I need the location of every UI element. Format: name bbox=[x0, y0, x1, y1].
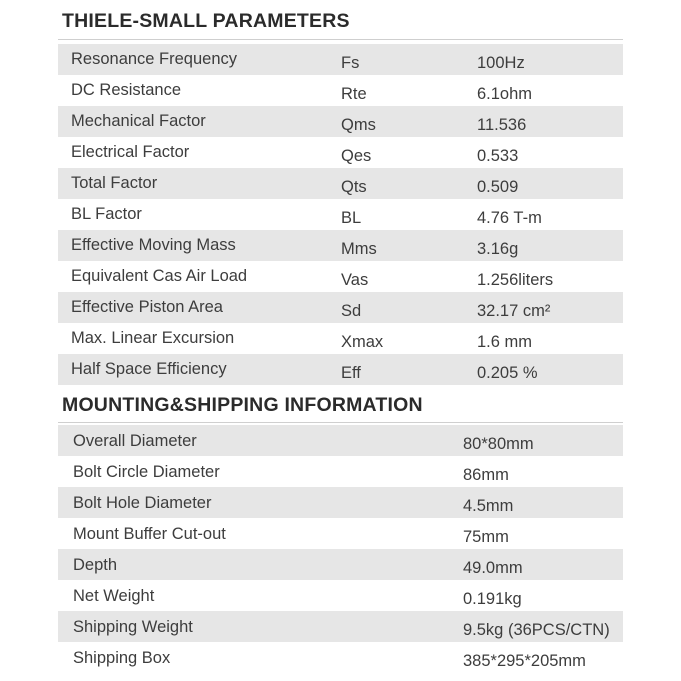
param-value: 6.1ohm bbox=[477, 85, 533, 103]
param-value: 11.536 bbox=[477, 116, 527, 134]
table-row bbox=[58, 580, 623, 611]
param-value: 1.256liters bbox=[477, 271, 554, 289]
spec-name: Net Weight bbox=[73, 587, 155, 605]
spec-value: 385*295*205mm bbox=[463, 652, 586, 670]
param-name: Max. Linear Excursion bbox=[71, 329, 235, 347]
spec-value: 86mm bbox=[463, 466, 509, 484]
param-name: Equivalent Cas Air Load bbox=[71, 267, 248, 285]
table-row bbox=[58, 106, 623, 137]
mounting-shipping-table bbox=[58, 425, 623, 673]
param-value: 0.205 % bbox=[477, 364, 538, 382]
spec-name: Shipping Box bbox=[73, 649, 171, 667]
param-value: 0.533 bbox=[477, 147, 519, 165]
spec-value: 0.191kg bbox=[463, 590, 522, 608]
param-value: 100Hz bbox=[477, 54, 525, 72]
spec-name: Bolt Circle Diameter bbox=[73, 463, 220, 481]
param-symbol: Qes bbox=[341, 147, 372, 165]
table-row bbox=[58, 642, 623, 673]
spec-value: 75mm bbox=[463, 528, 509, 546]
table-row bbox=[58, 261, 623, 292]
spec-value: 80*80mm bbox=[463, 435, 534, 453]
spec-value: 49.0mm bbox=[463, 559, 523, 577]
spec-name: Mount Buffer Cut-out bbox=[73, 525, 226, 543]
param-symbol: Xmax bbox=[341, 333, 384, 351]
spec-name: Depth bbox=[73, 556, 118, 574]
param-name: Mechanical Factor bbox=[71, 112, 206, 130]
table-row bbox=[58, 323, 623, 354]
table-row bbox=[58, 44, 623, 75]
param-name: Effective Moving Mass bbox=[71, 236, 236, 254]
spec-name: Shipping Weight bbox=[73, 618, 193, 636]
table-row bbox=[58, 354, 623, 385]
param-symbol: Eff bbox=[341, 364, 361, 382]
thiele-small-table bbox=[58, 44, 623, 385]
spec-name: Bolt Hole Diameter bbox=[73, 494, 212, 512]
spec-value: 4.5mm bbox=[463, 497, 514, 515]
table-row bbox=[58, 425, 623, 456]
param-symbol: Qts bbox=[341, 178, 367, 196]
thiele-small-divider bbox=[58, 39, 623, 40]
param-value: 3.16g bbox=[477, 240, 519, 258]
table-row bbox=[58, 199, 623, 230]
param-name: Resonance Frequency bbox=[71, 50, 238, 68]
param-value: 1.6 mm bbox=[477, 333, 533, 351]
param-symbol: Rte bbox=[341, 85, 367, 103]
table-row bbox=[58, 230, 623, 261]
param-symbol: Sd bbox=[341, 302, 362, 320]
param-name: Total Factor bbox=[71, 174, 158, 192]
table-row bbox=[58, 137, 623, 168]
spec-value: 9.5kg (36PCS/CTN) bbox=[463, 621, 610, 639]
param-symbol: Qms bbox=[341, 116, 376, 134]
table-row bbox=[58, 487, 623, 518]
table-row bbox=[58, 611, 623, 642]
table-row bbox=[58, 75, 623, 106]
mounting-shipping-title: MOUNTING&SHIPPING INFORMATION bbox=[62, 394, 423, 416]
thiele-small-title: THIELE-SMALL PARAMETERS bbox=[62, 10, 350, 32]
mounting-shipping-divider bbox=[58, 422, 623, 423]
table-row bbox=[58, 292, 623, 323]
table-row bbox=[58, 549, 623, 580]
param-name: Electrical Factor bbox=[71, 143, 190, 161]
param-symbol: Fs bbox=[341, 54, 360, 72]
table-row bbox=[58, 456, 623, 487]
param-symbol: Vas bbox=[341, 271, 369, 289]
param-name: DC Resistance bbox=[71, 81, 182, 99]
param-name: BL Factor bbox=[71, 205, 142, 223]
param-symbol: Mms bbox=[341, 240, 377, 258]
table-row bbox=[58, 518, 623, 549]
param-value: 4.76 T-m bbox=[477, 209, 542, 227]
spec-name: Overall Diameter bbox=[73, 432, 197, 450]
param-value: 32.17 cm² bbox=[477, 302, 551, 320]
param-symbol: BL bbox=[341, 209, 362, 227]
table-row bbox=[58, 168, 623, 199]
param-value: 0.509 bbox=[477, 178, 519, 196]
param-name: Effective Piston Area bbox=[71, 298, 223, 316]
param-name: Half Space Efficiency bbox=[71, 360, 227, 378]
